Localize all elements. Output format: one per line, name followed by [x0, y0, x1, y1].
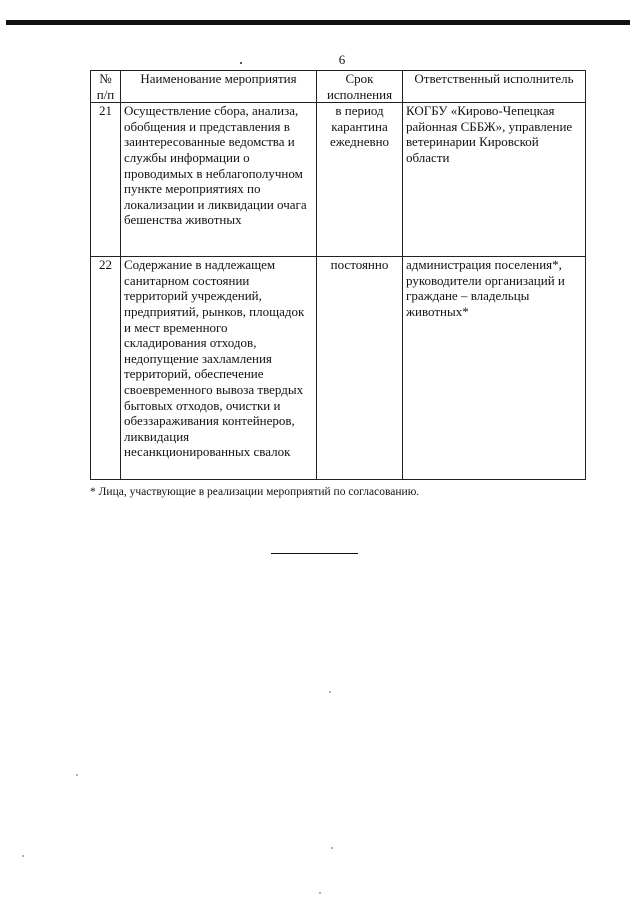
- header-responsible: Ответственный исполнитель: [403, 71, 586, 103]
- table-row: [91, 103, 586, 257]
- top-rule: [6, 20, 630, 25]
- row-term: постоянно: [317, 257, 403, 480]
- header-name: Наименование мероприятия: [121, 71, 317, 103]
- row-responsible: администрация поселения*, руководители организаций и граждане – владельцы животных*: [403, 257, 586, 480]
- row-name: Осуществление сбора, анализа, обобщения и представления в заинтересованные ведомства и службы информации о проводимых в неблагополучном пункте мероприятиях по локализации и ликвидации очага бешенства животных: [121, 103, 317, 257]
- page-number: 6: [338, 52, 346, 67]
- measures-table: [90, 70, 586, 480]
- header-num: № п/п: [91, 71, 121, 103]
- table-row: [91, 257, 586, 480]
- end-rule: [271, 553, 358, 554]
- scan-speck: [22, 855, 24, 857]
- scan-speck: [240, 62, 242, 64]
- scan-speck: [76, 774, 78, 776]
- header-term: Срок исполнения: [317, 71, 403, 103]
- row-responsible: КОГБУ «Кирово-Чепецкая районная СББЖ», управление ветеринарии Кировской области: [403, 103, 586, 257]
- row-name: Содержание в надлежащем санитарном состоянии территорий учреждений, предприятий, рынков, площадок и мест временного складирования отходов, недопущение захламления территорий, обеспечение своевременного вывоза твердых бытовых отходов, очистки и обеззараживания контейнеров, ликвидация несанкционированных свалок: [121, 257, 317, 480]
- scan-speck: [319, 892, 321, 894]
- row-num: 21: [91, 103, 121, 257]
- scan-speck: [331, 847, 333, 849]
- table-header-row: [91, 71, 586, 103]
- row-term: в период карантина ежедневно: [317, 103, 403, 257]
- scan-speck: [329, 691, 331, 693]
- footnote: * Лица, участвующие в реализации мероприятий по согласованию.: [90, 486, 420, 498]
- row-num: 22: [91, 257, 121, 480]
